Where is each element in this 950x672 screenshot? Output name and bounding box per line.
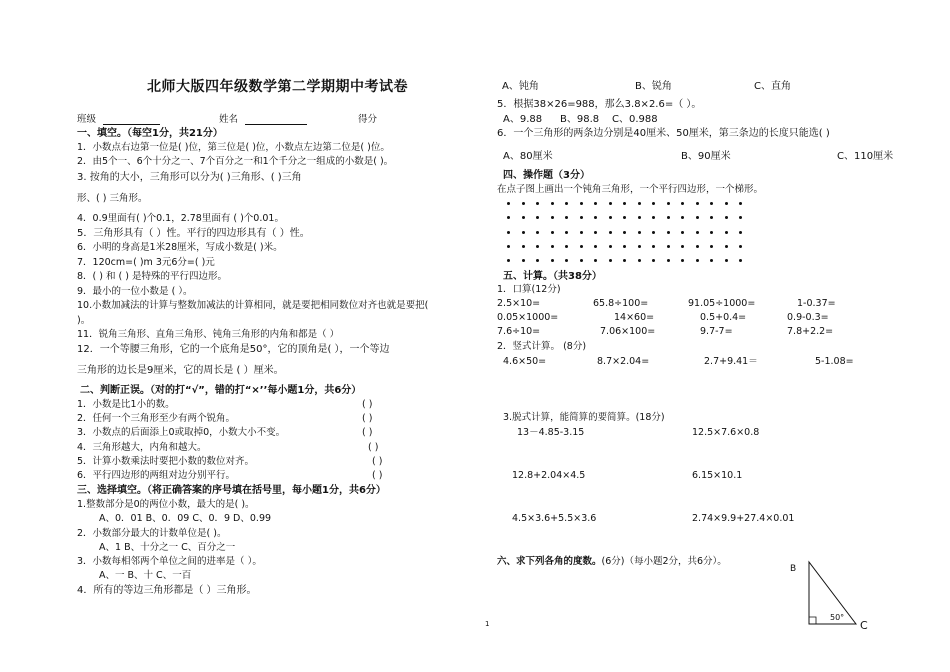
fill-q8: 8．( ) 和 ( ) 是特殊的平行四边形。	[77, 271, 227, 282]
grid-dot	[507, 231, 510, 234]
oral-3-3: 9.7-7=	[700, 326, 733, 337]
grid-dot	[551, 231, 554, 234]
grid-dot	[623, 202, 626, 205]
judge-a2[interactable]: ( )	[362, 413, 373, 424]
grid-dot	[623, 216, 626, 219]
grid-dot	[565, 259, 568, 262]
grid-dot	[739, 216, 742, 219]
vertical-1: 4.6×50=	[503, 356, 547, 367]
grid-dot	[652, 245, 655, 248]
grid-dot	[594, 245, 597, 248]
fill-q9: 9．最小的一位小数是 ( ）。	[77, 286, 193, 297]
oral-2-3: 0.5+0.4=	[700, 312, 747, 323]
vertical-title: 2．竖式计算。 (8分)	[497, 341, 587, 352]
judge-q5: 5．计算小数乘法时要把小数的数位对齐。	[77, 456, 255, 467]
judge-q1: 1．小数是比1小的数。	[77, 399, 175, 410]
q6-option-a: A、80厘米	[503, 151, 553, 162]
grid-dot	[739, 202, 742, 205]
grid-dot	[667, 216, 670, 219]
judge-q3: 3．小数点的后面添上0或取掉0，小数大小不变。	[77, 427, 286, 438]
grid-dot	[565, 231, 568, 234]
choice-q4: 4．所有的等边三角形都是（ ）三角形。	[77, 585, 257, 596]
q5-option-a: A、9.88	[503, 114, 543, 125]
grid-dot	[710, 231, 713, 234]
vertical-2: 8.7×2.04=	[597, 356, 650, 367]
fill-q4: 4．0.9里面有( )个0.1，2.78里面有 ( )个0.01。	[77, 213, 284, 224]
grid-dot	[580, 245, 583, 248]
choice-q1-options: A、0．01 B、0．09 C、0．9 D、0.99	[99, 513, 272, 524]
triangle-label-c: C	[860, 619, 868, 632]
judge-a1[interactable]: ( )	[362, 399, 373, 410]
grid-dot	[696, 231, 699, 234]
score-label: 得分	[358, 114, 378, 125]
oral-3-1: 7.6÷10=	[497, 326, 541, 337]
judge-q2: 2．任何一个三角形至少有两个锐角。	[77, 413, 236, 424]
decimal-2-1: 12.8+2.04×4.5	[512, 470, 586, 481]
grid-dot	[580, 216, 583, 219]
grid-dot	[551, 245, 554, 248]
fill-q3: 3. 按角的大小，三角形可以分为( )三角形、( )三角	[77, 172, 302, 183]
judge-a5[interactable]: ( )	[372, 456, 383, 467]
grid-dot	[739, 231, 742, 234]
section-5-title: 五、计算。（共38分）	[503, 271, 602, 282]
grid-dot	[609, 202, 612, 205]
decimal-1-1: 13－4.85-3.15	[517, 427, 585, 438]
grid-dot	[507, 202, 510, 205]
fill-q2: 2．由5个一、6个十分之一、7个百分之一和1个千分之一组成的小数是( )。	[77, 156, 394, 167]
grid-dot	[725, 245, 728, 248]
grid-dot	[536, 202, 539, 205]
grid-dot	[652, 202, 655, 205]
fill-q1: 1．小数点右边第一位是( )位，第三位是( )位，小数点左边第二位是( )位。	[77, 142, 390, 153]
choice-q5: 5．根据38×26=988，那么3.8×2.6=（ ）。	[497, 99, 702, 110]
fill-q7: 7．120cm=( )m 3元6分=( )元	[77, 257, 215, 268]
grid-dot	[681, 231, 684, 234]
grid-dot	[710, 202, 713, 205]
grid-dot	[551, 259, 554, 262]
decimal-3-2: 2.74×9.9+27.4×0.01	[692, 513, 795, 524]
grid-dot	[507, 259, 510, 262]
grid-dot	[681, 202, 684, 205]
fill-q10-cont: )。	[77, 315, 91, 326]
grid-dot	[638, 231, 641, 234]
q6-option-c: C、110厘米	[837, 151, 894, 162]
fill-q3-cont: 形、( ) 三角形。	[77, 193, 148, 204]
name-label: 姓名	[219, 114, 239, 125]
grid-dot	[638, 245, 641, 248]
grid-dot	[710, 245, 713, 248]
section-6	[497, 557, 727, 568]
choice-q3: 3．小数每相邻两个单位之间的进率是（ ）。	[77, 556, 262, 567]
grid-dot	[609, 245, 612, 248]
grid-dot	[594, 231, 597, 234]
page-title: 北师大版四年级数学第二学期期中考试卷	[147, 79, 408, 95]
grid-dot	[652, 216, 655, 219]
decimal-3-1: 4.5×3.6+5.5×3.6	[512, 513, 597, 524]
class-label: 班级	[77, 114, 97, 125]
fill-q5: 5．三角形具有（ ）性。平行的四边形具有（ ）性。	[77, 228, 310, 239]
grid-dot	[507, 216, 510, 219]
grid-dot	[623, 259, 626, 262]
section-3-title: 三、选择填空。（将正确答案的序号填在括号里，每小题1分，共6分）	[77, 485, 386, 496]
oral-1-3: 91.05÷1000=	[688, 298, 756, 309]
oral-1-4: 1-0.37=	[797, 298, 836, 309]
grid-dot	[667, 245, 670, 248]
section-1-title: 一、填空。（每空1分，共21分）	[77, 128, 223, 139]
grid-dot	[739, 245, 742, 248]
oral-title: 1．口算(12分)	[497, 284, 561, 295]
grid-dot	[652, 259, 655, 262]
grid-dot	[696, 245, 699, 248]
grid-dot	[594, 202, 597, 205]
oral-1-2: 65.8÷100=	[593, 298, 649, 309]
grid-dot	[536, 231, 539, 234]
oral-1-1: 2.5×10=	[497, 298, 541, 309]
grid-dot	[725, 216, 728, 219]
grid-dot	[623, 231, 626, 234]
vertical-4: 5-1.08=	[815, 356, 854, 367]
grid-dot	[638, 202, 641, 205]
judge-q4: 4．三角形越大，内角和越大。	[77, 442, 207, 453]
section-2-title: 二、判断正误。（对的打“√”，错的打“×’’每小题1分，共6分）	[80, 385, 362, 396]
decimal-1-2: 12.5×7.6×0.8	[692, 427, 760, 438]
grid-dot	[696, 259, 699, 262]
grid-dot	[565, 216, 568, 219]
name-blank[interactable]	[245, 124, 307, 125]
grid-dot	[536, 245, 539, 248]
oral-2-4: 0.9-0.3=	[787, 312, 829, 323]
grid-dot	[522, 245, 525, 248]
triangle-label-b: B	[790, 564, 797, 574]
decimal-title: 3.脱式计算，能简算的要简算。(18分)	[503, 412, 665, 423]
grid-dot	[667, 231, 670, 234]
grid-dot	[681, 245, 684, 248]
grid-dot	[710, 216, 713, 219]
choice-q2-options: A、1 B、十分之一 C、百分之一	[99, 542, 236, 553]
choice-q2: 2．小数部分最大的计数单位是( )。	[77, 528, 227, 539]
section-6-title: 六、求下列各角的度数。	[497, 556, 602, 567]
oral-3-2: 7.06×100=	[600, 326, 656, 337]
fill-q11: 11．锐角三角形、直角三角形、钝角三角形的内角和都是（ ）	[77, 329, 340, 340]
grid-dot	[696, 202, 699, 205]
grid-dot	[594, 216, 597, 219]
triangle-angle-label: 50°	[830, 613, 845, 622]
judge-q6: 6．平行四边形的两组对边分别平行。	[77, 470, 236, 481]
judge-a4[interactable]: ( )	[368, 442, 379, 453]
grid-dot	[696, 216, 699, 219]
oral-2-1: 0.05×1000=	[497, 312, 559, 323]
q4-option-c: C、直角	[754, 81, 791, 92]
section-6-note: (6分)（每小题2分，共6分）。	[601, 556, 727, 567]
grid-dot	[667, 202, 670, 205]
class-blank[interactable]	[103, 124, 160, 125]
page-number: 1	[485, 620, 490, 628]
grid-dot	[609, 216, 612, 219]
grid-dot	[580, 259, 583, 262]
fill-q12: 12．一个等腰三角形，它的一个底角是50°，它的顶角是( ），一个等边	[77, 344, 390, 355]
grid-dot	[522, 259, 525, 262]
grid-dot	[536, 259, 539, 262]
fill-q12-cont: 三角形的边长是9厘米，它的周长是 ( ）厘米。	[77, 365, 284, 376]
oral-2-2: 14×60=	[614, 312, 655, 323]
grid-dot	[725, 202, 728, 205]
grid-dot	[580, 202, 583, 205]
grid-dot	[725, 231, 728, 234]
grid-dot	[623, 245, 626, 248]
grid-dot	[638, 259, 641, 262]
q5-option-b: B、98.8	[560, 114, 600, 125]
grid-dot	[638, 216, 641, 219]
section-4-title: 四、操作题（3分）	[503, 170, 590, 181]
grid-dot	[667, 259, 670, 262]
choice-q3-options: A、一 B、十 C、一百	[99, 570, 192, 581]
judge-a3[interactable]: ( )	[362, 427, 373, 438]
grid-dot	[580, 231, 583, 234]
choice-q1: 1.整数部分是0的两位小数，最大的是( )。	[77, 499, 255, 510]
decimal-2-2: 6.15×10.1	[692, 470, 743, 481]
grid-dot	[551, 216, 554, 219]
grid-dot	[565, 245, 568, 248]
grid-dot	[594, 259, 597, 262]
q5-option-c: C、0.988	[612, 114, 658, 125]
grid-dot	[522, 216, 525, 219]
choice-q6: 6．一个三角形的两条边分别是40厘米、50厘米，第三条边的长度只能选( )	[497, 128, 830, 139]
grid-dot	[681, 216, 684, 219]
grid-dot	[551, 202, 554, 205]
grid-dot	[522, 231, 525, 234]
grid-dot	[739, 259, 742, 262]
fill-q10: 10.小数加减法的计算与整数加减法的计算相同，就是要把相同数位对齐也就是要把(	[77, 300, 429, 311]
q6-option-b: B、90厘米	[681, 151, 731, 162]
grid-dot	[522, 202, 525, 205]
grid-dot	[536, 216, 539, 219]
grid-dot	[725, 259, 728, 262]
q4-option-a: A、钝角	[502, 81, 539, 92]
grid-dot	[507, 245, 510, 248]
grid-dot	[609, 231, 612, 234]
grid-dot	[609, 259, 612, 262]
grid-dot	[681, 259, 684, 262]
oral-3-4: 7.8+2.2=	[787, 326, 834, 337]
vertical-3: 2.7+9.41＝	[704, 356, 758, 367]
fill-q6: 6．小明的身高是1米28厘米，写成小数是( )米。	[77, 242, 283, 253]
q4-option-b: B、锐角	[635, 81, 672, 92]
grid-dot	[652, 231, 655, 234]
grid-dot	[565, 202, 568, 205]
grid-dot	[710, 259, 713, 262]
section-4-instruction: 在点子图上画出一个钝角三角形，一个平行四边形，一个梯形。	[497, 184, 764, 195]
judge-a6[interactable]: ( )	[372, 470, 383, 481]
